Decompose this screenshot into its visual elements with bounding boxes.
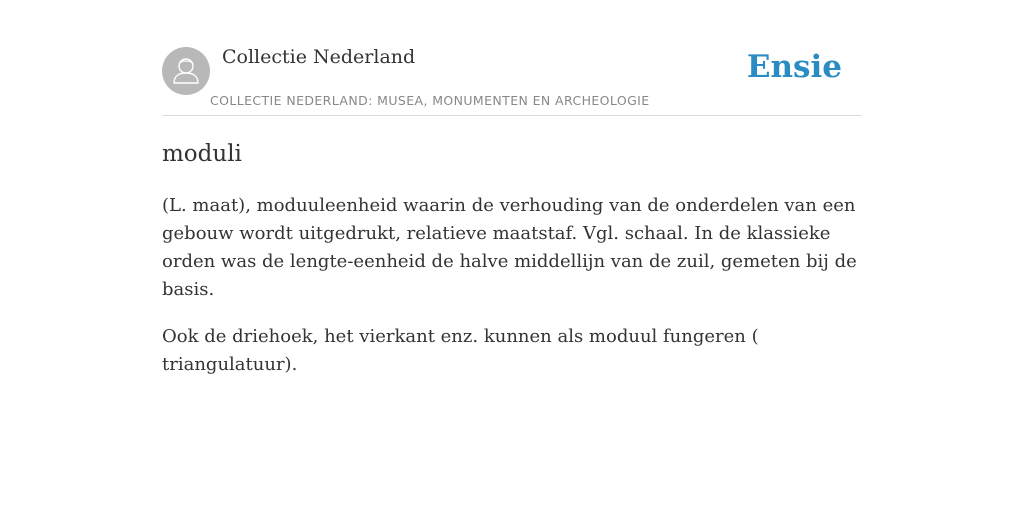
article	[162, 138, 862, 379]
article-paragraph: (L. maat), moduuleenheid waarin de verhouding van de onderdelen van een gebouw wordt uitgedrukt, relatieve maatstaf. Vgl. schaal. In de klassieke orden was de lengte-eenheid de halve middellijn van de zuil, gemeten bij de basis.	[162, 195, 857, 300]
article-paragraph: Ook de driehoek, het vierkant enz. kunnen als moduul fungeren ( triangulatuur).	[162, 326, 759, 375]
brand-logo-link[interactable]: Ensie	[746, 49, 842, 85]
page-title: moduli	[162, 141, 242, 167]
avatar[interactable]	[162, 47, 210, 95]
source-description: COLLECTIE NEDERLAND: MUSEA, MONUMENTEN EN ARCHEOLOGIE	[210, 93, 650, 108]
header	[162, 40, 862, 116]
user-silhouette-icon	[162, 47, 210, 95]
source-name[interactable]: Collectie Nederland	[222, 46, 416, 68]
